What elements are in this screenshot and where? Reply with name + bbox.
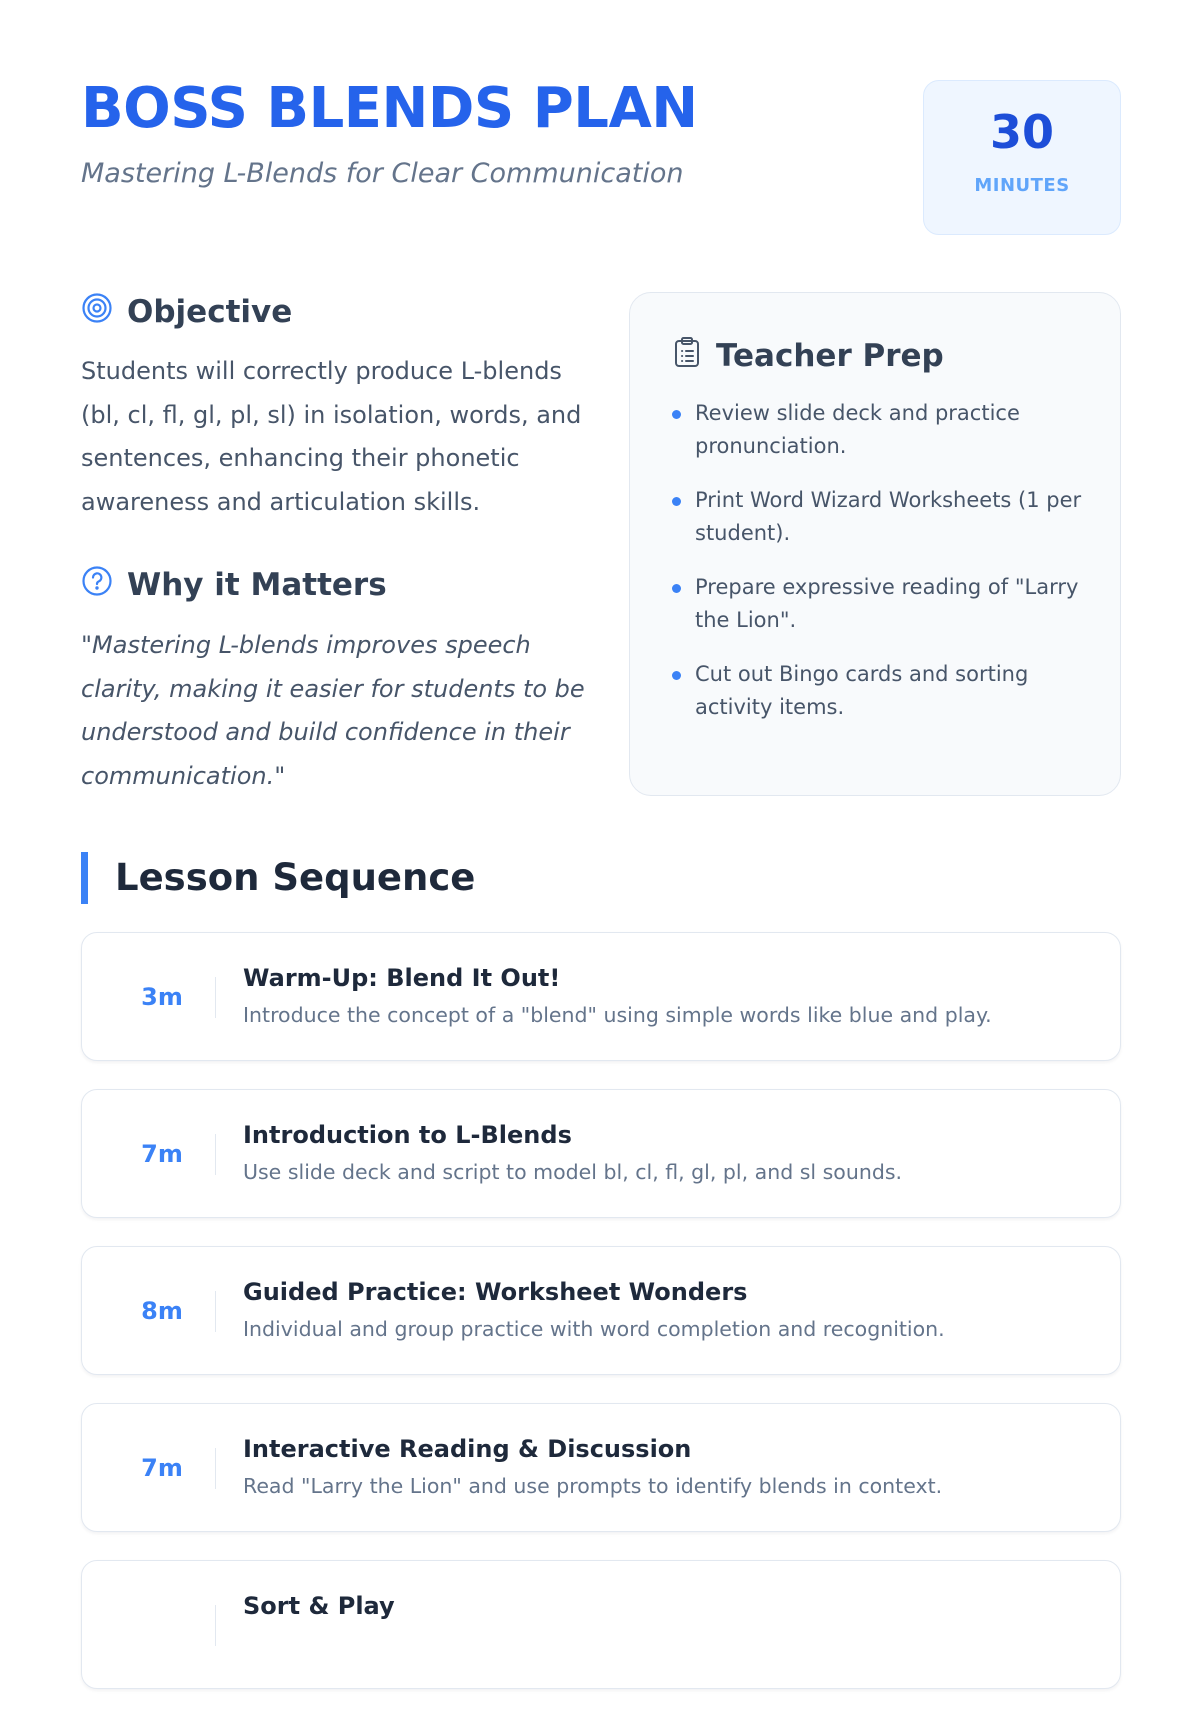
divider (215, 1605, 216, 1646)
lesson-plan-page (81, 0, 1121, 1620)
duration-value: 30 (989, 105, 1054, 159)
prep-item (672, 571, 1092, 637)
target-icon (81, 292, 113, 332)
bullet-icon (672, 410, 681, 419)
divider (215, 977, 216, 1018)
step-title: Warm-Up: Blend It Out! (243, 964, 561, 992)
why-heading (81, 565, 387, 605)
prep-item (672, 484, 1092, 550)
teacher-prep-card (629, 292, 1121, 796)
step-duration: 3m (141, 982, 183, 1011)
lesson-sequence-heading: Lesson Sequence (81, 852, 475, 904)
prep-item-text: Cut out Bingo cards and sorting activity items. (695, 662, 1029, 719)
teacher-prep-heading-label: Teacher Prep (716, 338, 944, 374)
objective-heading (81, 292, 292, 332)
prep-item (672, 397, 1092, 463)
sequence-step (81, 932, 1121, 1061)
step-duration: 7m (141, 1453, 183, 1482)
step-duration: 8m (141, 1296, 183, 1325)
why-quote: "Mastering L-blends improves speech clarity, making it easier for students to be understood and build confidence in their communication." (81, 631, 585, 790)
divider (215, 1134, 216, 1175)
step-description: Use slide deck and script to model bl, cl, fl, gl, pl, and sl sounds. (243, 1160, 903, 1184)
step-description: Individual and group practice with word completion and recognition. (243, 1317, 945, 1341)
prep-item-text: Prepare expressive reading of "Larry the Lion". (695, 575, 1079, 632)
sequence-step (81, 1560, 1121, 1689)
lesson-sequence-list (81, 932, 1121, 1717)
objective-heading-label: Objective (127, 294, 293, 330)
sequence-step (81, 1089, 1121, 1218)
step-description: Read "Larry the Lion" and use prompts to identify blends in context. (243, 1474, 943, 1498)
divider (215, 1291, 216, 1332)
step-title: Interactive Reading & Discussion (243, 1435, 692, 1463)
bullet-icon (672, 497, 681, 506)
bullet-icon (672, 584, 681, 593)
prep-item-text: Review slide deck and practice pronunciation. (695, 401, 1020, 458)
step-title: Guided Practice: Worksheet Wonders (243, 1278, 748, 1306)
step-description: Introduce the concept of a "blend" using simple words like blue and play. (243, 1003, 992, 1027)
step-title: Introduction to L-Blends (243, 1121, 572, 1149)
duration-badge (923, 80, 1121, 235)
prep-item-text: Print Word Wizard Worksheets (1 per student). (695, 488, 1082, 545)
sequence-step (81, 1403, 1121, 1532)
bullet-icon (672, 671, 681, 680)
sequence-step (81, 1246, 1121, 1375)
step-duration: 7m (141, 1139, 183, 1168)
step-duration (82, 1561, 242, 1688)
objective-text: Students will correctly produce L-blends (bl, cl, fl, gl, pl, sl) in isolation, words, and sentences, enhancing their phonetic awareness and articulation skills. (81, 357, 582, 516)
duration-unit: MINUTES (974, 175, 1070, 196)
clipboard-icon (672, 336, 702, 376)
teacher-prep-list (672, 397, 1092, 745)
teacher-prep-heading (672, 336, 944, 376)
why-heading-label: Why it Matters (127, 567, 387, 603)
question-circle-icon (81, 565, 113, 605)
prep-item (672, 658, 1092, 724)
divider (215, 1448, 216, 1489)
page-title: BOSS BLENDS PLAN (81, 76, 698, 141)
step-title: Sort & Play (243, 1592, 395, 1620)
page-subtitle: Mastering L-Blends for Clear Communication (81, 158, 684, 189)
